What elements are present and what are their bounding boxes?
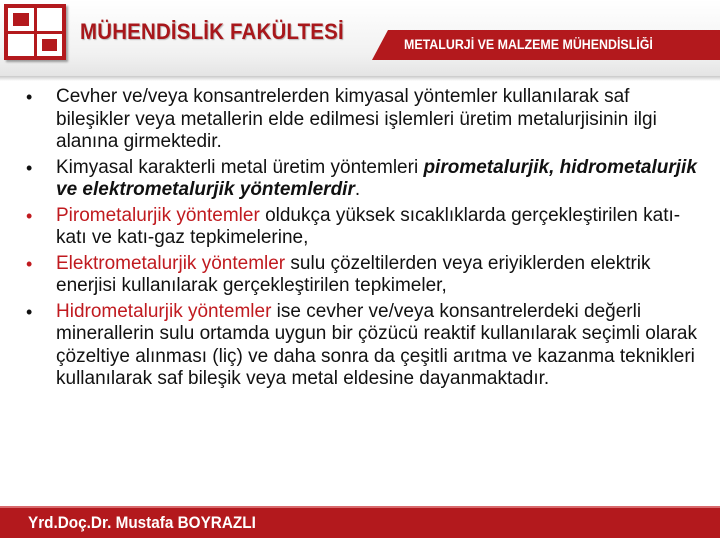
bullet-text: Cevher ve/veya konsantrelerden kimyasal yöntemler kullanılarak saf bileşikler veya metallerin elde edilmesi işlemleri üretim metalurjisinin ilgi alanına girmektedir.	[56, 86, 657, 152]
bullet-dot-icon: •	[26, 301, 33, 322]
bullet-text: ise cevher ve/veya konsantrelerdeki değerli minerallerin sulu ortamda uygun bir çözücü reaktif kullanılarak seçimli olarak çözeltiye alınması (liç) ve daha sonra da çeşitli arıtma ve kazanma teknikleri kullanılarak saf bileşik veya metal eldesine dayanmaktadır.	[56, 300, 697, 389]
bullet-text: oldukça yüksek sıcaklıklarda gerçekleştirilen katı-katı ve katı-gaz tepkimelerine,	[56, 204, 681, 248]
bullet-dot-icon: •	[26, 157, 33, 178]
bullet-prefix: Kimyasal karakterli metal üretim yöntemleri	[56, 156, 424, 178]
faculty-title: MÜHENDİSLİK FAKÜLTESİ	[80, 19, 344, 44]
bullet-suffix: .	[354, 179, 361, 200]
bullet-item-2	[26, 157, 702, 202]
bullet-text: sulu çözeltilerden veya eriyiklerden elektrik enerjisi kullanılarak gerçekleştirilen tepkimeler,	[56, 252, 651, 296]
bullet-dot-icon: •	[26, 87, 33, 107]
logo-squares-icon	[4, 4, 66, 60]
faculty-logo-icon	[4, 4, 66, 60]
header-shadow	[0, 76, 720, 81]
term-hidrometalurjik: Hidrometalurjik yöntemler	[56, 300, 272, 322]
bullet-dot-icon: •	[26, 253, 33, 274]
term-pirometalurjik: Pirometalurjik yöntemler	[56, 204, 260, 226]
bullet-list	[26, 86, 702, 394]
bullet-item-1	[26, 86, 702, 154]
bullet-item-4	[26, 253, 702, 298]
author-name: Yrd.Doç.Dr. Mustafa BOYRAZLI	[28, 513, 256, 532]
bullet-item-5	[26, 301, 702, 391]
department-title: METALURJİ VE MALZEME MÜHENDİSLİĞİ	[404, 37, 653, 52]
bullet-dot-icon: •	[26, 205, 33, 226]
term-elektrometalurjik: Elektrometalurjik yöntemler	[56, 252, 286, 274]
bullet-item-3	[26, 205, 702, 250]
bullet-emphasis: pirometalurjik, hidrometalurjik ve elektrometalurjik yöntemlerdir	[56, 156, 697, 200]
